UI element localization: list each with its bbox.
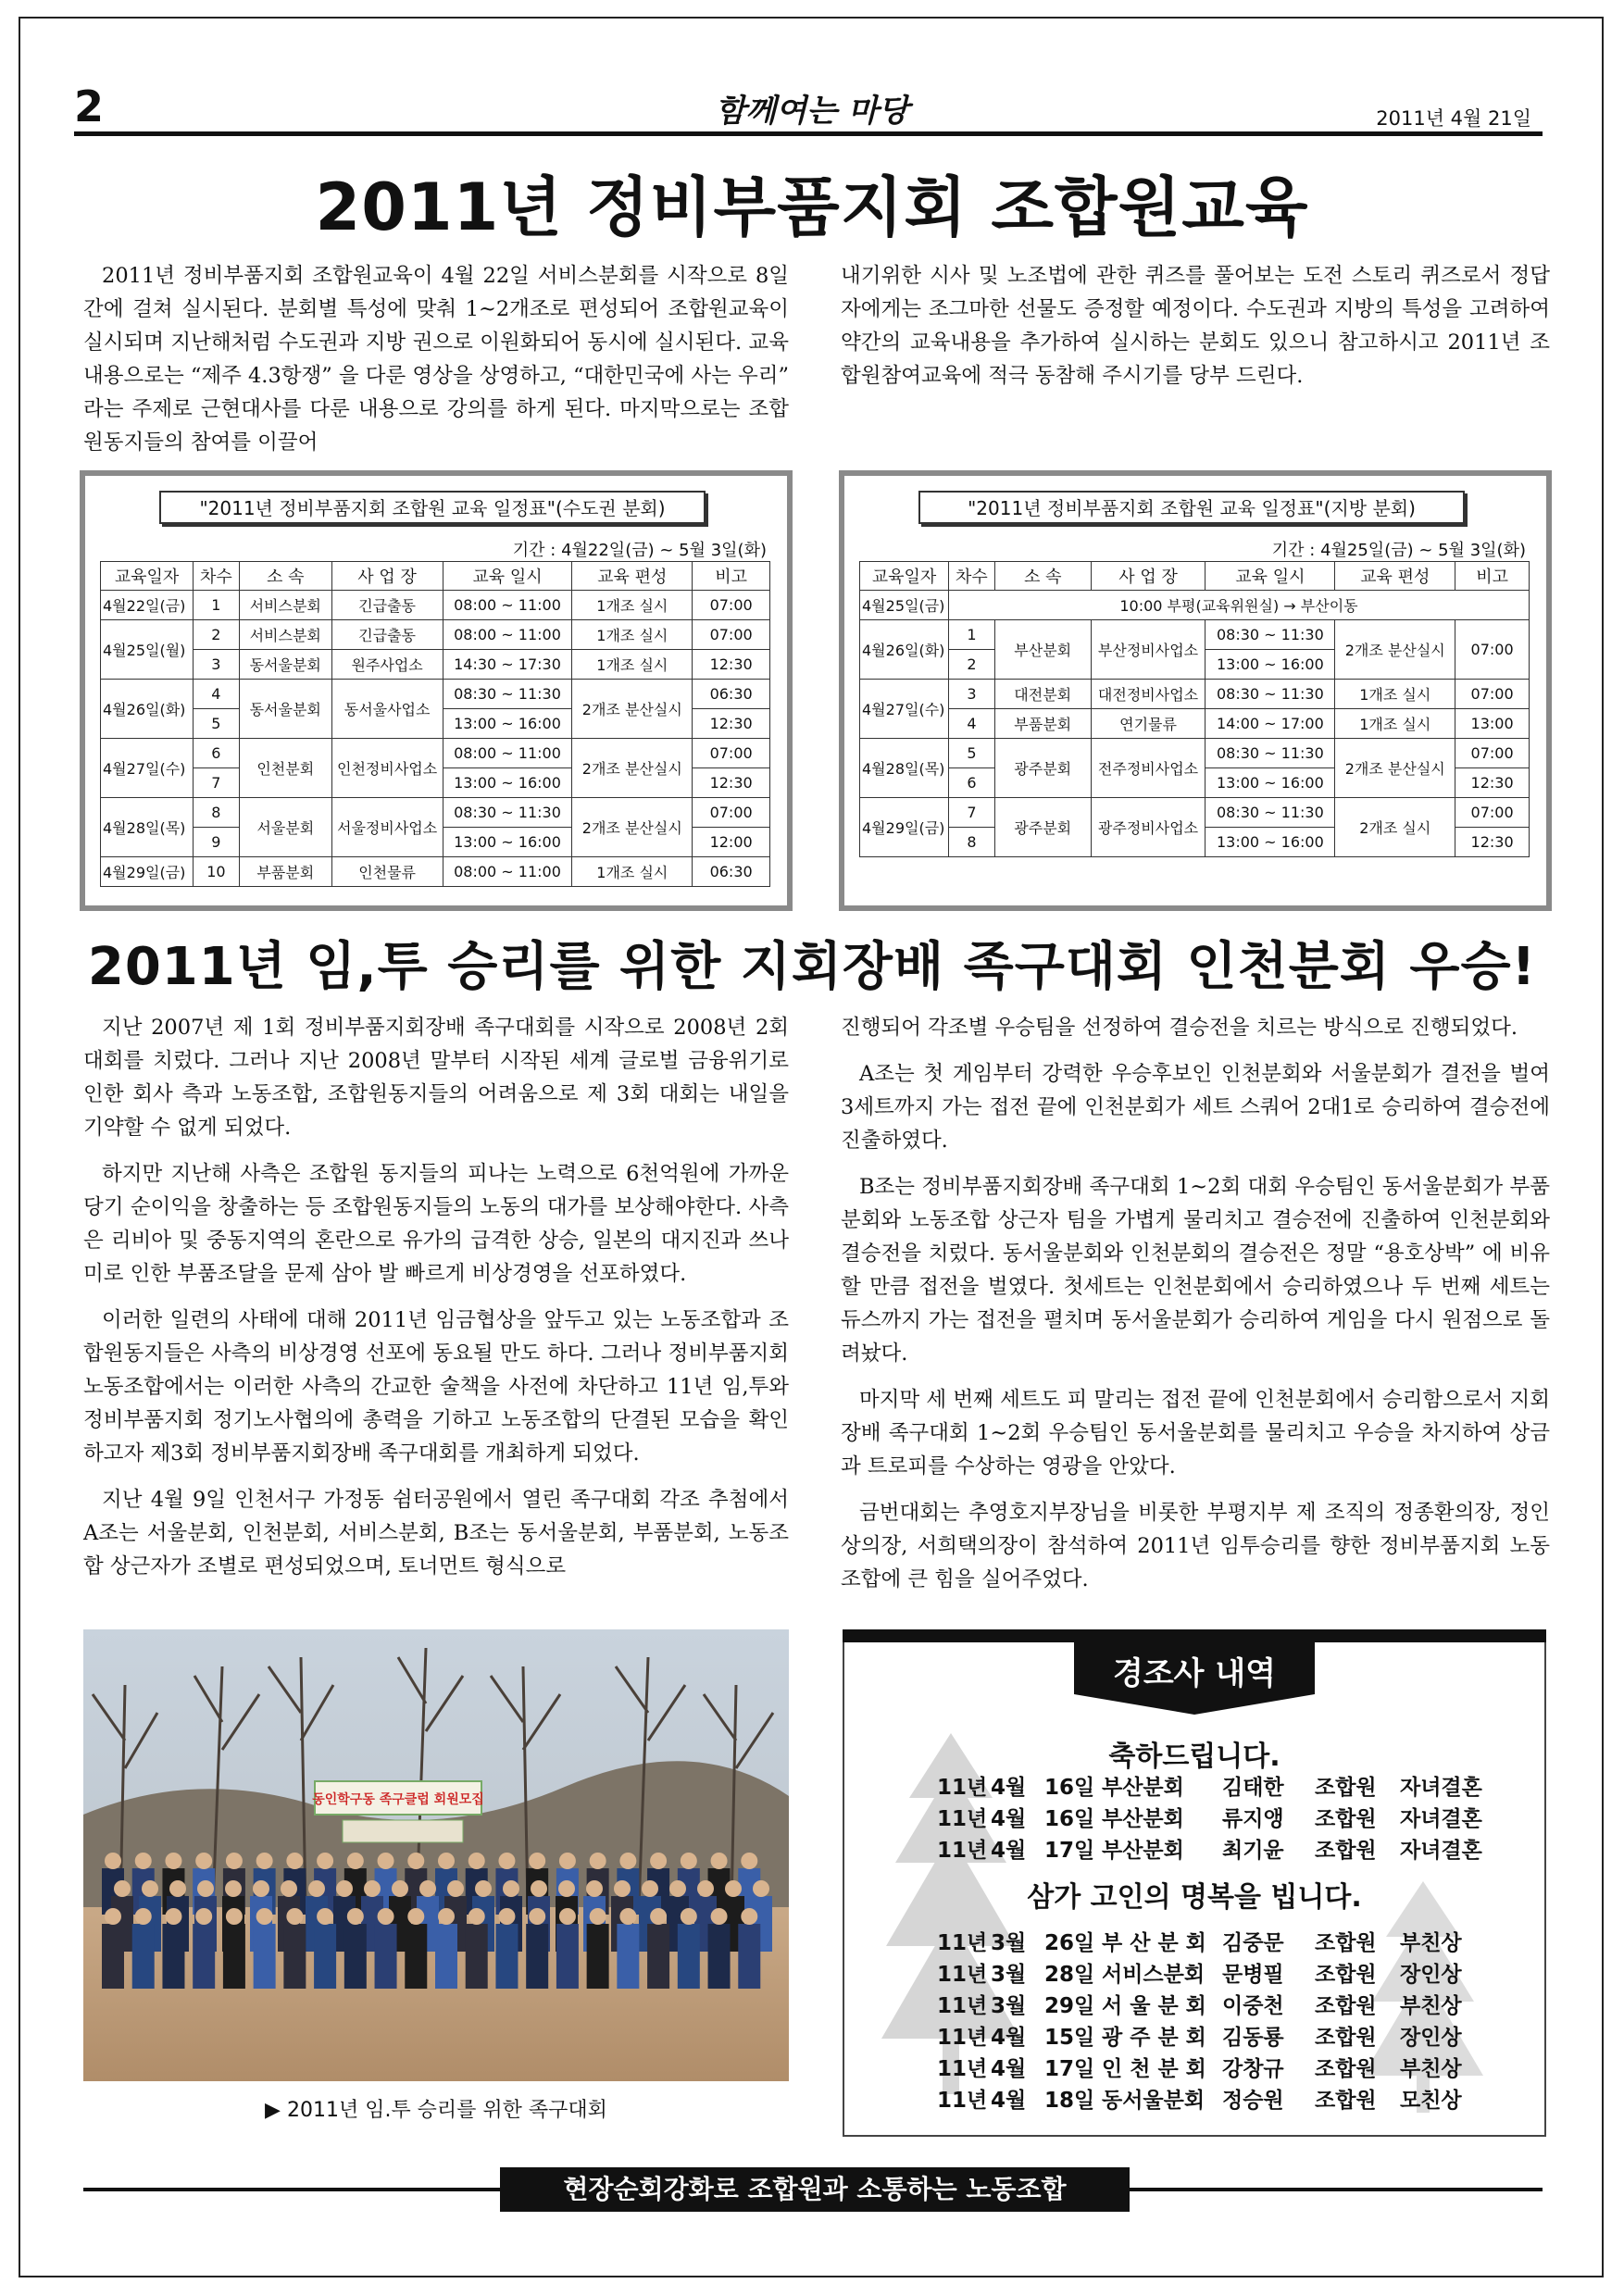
cell-date: 4월28일(목) <box>860 739 949 798</box>
condolence-row <box>937 1928 1462 1959</box>
table-header-cell: 차수 <box>193 562 239 591</box>
cell-note: 06:30 <box>693 680 770 709</box>
condolence-cell: 자녀결혼 <box>1400 1776 1482 1800</box>
condolence-cell: 이중천 <box>1222 1994 1284 2018</box>
table-header-cell: 차수 <box>948 562 994 591</box>
condolence-cell: 조합원 <box>1315 1839 1377 1863</box>
cell-no: 6 <box>193 739 239 768</box>
cell-no: 3 <box>948 680 994 709</box>
cell-form: 1개조 실시 <box>1335 709 1455 739</box>
schedule-regional-table <box>859 561 1530 857</box>
condolences-title: 경조사 내역 <box>1112 1655 1277 1692</box>
article2-col1 <box>83 1011 789 1596</box>
cell-site: 긴급출동 <box>331 620 443 650</box>
condolence-cell: 조합원 <box>1315 1807 1377 1831</box>
condolence-cell: 4월 <box>991 2089 1027 2113</box>
condolence-cell: 부산분회 <box>1102 1776 1184 1800</box>
table-row <box>860 680 1530 709</box>
condolence-row <box>937 1803 1482 1835</box>
article2-para: 하지만 지난해 사측은 조합원 동지들의 피나는 노력으로 6천억원에 가까운 당기 순이익을 창출하는 등 조합원동지들의 노동의 대가를 보상해야한다. 사측은 리비아 및 중동지역의 혼란으로 유가의 급격한 상승, 일본의 대지진과 쓰나미로 인한 부품조달을 문제 삼아 발 빠르게 비상경영을 선포하였다. <box>83 1162 789 1286</box>
table-row <box>101 857 770 887</box>
condolence-cell: 류지앵 <box>1222 1807 1284 1831</box>
condolence-cell: 17일 <box>1044 2057 1095 2081</box>
condolence-cell: 4월 <box>991 1776 1027 1800</box>
cell-branch: 부품분회 <box>239 857 331 887</box>
condolence-cell: 부 산 분 회 <box>1102 1931 1206 1955</box>
condolence-cell: 3월 <box>991 1963 1027 1987</box>
condolence-cell: 11년 <box>937 2057 988 2081</box>
condolence-cell: 17일 <box>1044 1839 1095 1863</box>
cell-travel: 10:00 부평(교육위원실) → 부산이동 <box>948 591 1529 620</box>
cell-no: 1 <box>948 620 994 650</box>
table-row <box>860 709 1530 739</box>
article1-para: 내기위한 시사 및 노조법에 관한 퀴즈를 풀어보는 도전 스토리 퀴즈로서 정답자에게는 조그마한 선물도 증정할 예정이다. 수도권과 지방의 특성을 고려하여 약간의 교육내용을 추가하여 실시하는 분회도 있으니 참고하시고 2011년 조합원참여교육에 적극 동참해 주시기를 당부 드린다. <box>841 264 1550 388</box>
schedule-regional-box <box>839 470 1552 911</box>
cell-no: 6 <box>948 768 994 798</box>
table-row <box>860 591 1530 620</box>
cell-no: 7 <box>193 768 239 798</box>
cell-time: 13:00 ~ 16:00 <box>1206 650 1335 680</box>
cell-time: 14:00 ~ 17:00 <box>1206 709 1335 739</box>
condolence-cell: 4월 <box>991 1839 1027 1863</box>
condolence-cell: 자녀결혼 <box>1400 1839 1482 1863</box>
condolence-cell: 광 주 분 회 <box>1102 2026 1206 2050</box>
cell-note: 12:30 <box>1455 828 1530 857</box>
condolence-cell: 18일 <box>1044 2089 1095 2113</box>
section-title: 함께여는 마당 <box>715 93 909 130</box>
table-row <box>860 620 1530 650</box>
cell-time: 13:00 ~ 16:00 <box>443 828 572 857</box>
cell-site: 원주사업소 <box>331 650 443 680</box>
condolence-cell: 조합원 <box>1315 2026 1377 2050</box>
cell-note: 13:00 <box>1455 709 1530 739</box>
article2-para: 지난 2007년 제 1회 정비부품지회장배 족구대회를 시작으로 2008년 2회 대회를 치렀다. 그러나 지난 2008년 말부터 시작된 세계 글로벌 금융위기로 인한 회사 측과 노동조합, 조합원동지들의 어려움으로 제 3회 대회는 내일을 기약할 수 없게 되었다. <box>83 1016 789 1140</box>
table-header-cell: 소 속 <box>994 562 1091 591</box>
table-row <box>860 739 1530 768</box>
table-row <box>101 620 770 650</box>
condolence-cell: 모친상 <box>1400 2089 1462 2113</box>
photo-banner-text: 동인학구동 족구클럽 회원모집 <box>312 1792 484 1807</box>
schedule-regional-period: 기간 : 4월25일(금) ~ 5월 3일(화) <box>1271 541 1526 560</box>
article2-para: B조는 정비부품지회장배 족구대회 1~2회 대회 우승팀인 동서울분회가 부품분회와 노동조합 상근자 팀을 가볍게 물리치고 결승전에 진출하여 인천분회와 결승전을 치렀다. 동서울분회와 인천분회의 결승전은 정말 “용호상박” 에 비유할 만큼 접전을 벌였다. 첫세트는 인천분회에서 승리하였으나 두 번째 세트는 듀스까지 가는 접전을 펼치며 동서울분회가 승리하여 게임을 다시 원점으로 돌려놨다. <box>841 1175 1550 1366</box>
condolence-cell: 3월 <box>991 1931 1027 1955</box>
cell-form: 2개조 실시 <box>1335 798 1455 857</box>
table-header-cell: 교육 일시 <box>1206 562 1335 591</box>
cell-site: 인천정비사업소 <box>331 739 443 798</box>
cell-branch: 광주분회 <box>994 739 1091 798</box>
cell-no: 8 <box>948 828 994 857</box>
condolence-cell: 4월 <box>991 2057 1027 2081</box>
cell-site: 긴급출동 <box>331 591 443 620</box>
schedule-capital-period: 기간 : 4월22일(금) ~ 5월 3일(화) <box>512 541 767 560</box>
cell-note: 12:30 <box>1455 768 1530 798</box>
cell-site: 동서울사업소 <box>331 680 443 739</box>
condolence-cell: 29일 <box>1044 1994 1095 2018</box>
cell-site: 부산정비사업소 <box>1091 620 1206 680</box>
cell-branch: 대전분회 <box>994 680 1091 709</box>
cell-note: 07:00 <box>1455 620 1530 680</box>
cell-form: 2개조 분산실시 <box>572 680 693 739</box>
article2-title: 2011년 임,투 승리를 위한 지회장배 족구대회 인천분회 우승! <box>87 937 1537 997</box>
cell-time: 08:30 ~ 11:30 <box>1206 680 1335 709</box>
issue-date: 2011년 4월 21일 <box>1376 107 1531 130</box>
article1-col1 <box>83 259 789 472</box>
cell-no: 8 <box>193 798 239 828</box>
condolence-cell: 11년 <box>937 2089 988 2113</box>
table-row <box>101 650 770 680</box>
table-header-cell: 교육 일시 <box>443 562 572 591</box>
cell-time: 08:30 ~ 11:30 <box>1206 798 1335 828</box>
table-header-cell: 비고 <box>693 562 770 591</box>
cell-form: 1개조 실시 <box>572 591 693 620</box>
cell-no: 2 <box>948 650 994 680</box>
condolence-cell: 동서울분회 <box>1102 2089 1206 2113</box>
cell-time: 08:00 ~ 11:00 <box>443 857 572 887</box>
cell-note: 07:00 <box>1455 739 1530 768</box>
cell-note: 12:00 <box>693 828 770 857</box>
cell-time: 13:00 ~ 16:00 <box>1206 828 1335 857</box>
cell-note: 06:30 <box>693 857 770 887</box>
cell-no: 7 <box>948 798 994 828</box>
schedule-capital-box <box>80 470 793 911</box>
article2-para: 지난 4월 9일 인천서구 가정동 쉼터공원에서 열린 족구대회 각조 추첨에서 A조는 서울분회, 인천분회, 서비스분회, B조는 동서울분회, 부품분회, 노동조합 상근자가 조별로 편성되었으며, 토너먼트 형식으로 <box>83 1488 789 1578</box>
cell-note: 07:00 <box>1455 798 1530 828</box>
condolence-cell: 4월 <box>991 1807 1027 1831</box>
cell-form: 1개조 실시 <box>572 620 693 650</box>
cell-site: 전주정비사업소 <box>1091 739 1206 798</box>
cell-date: 4월25일(월) <box>101 620 194 680</box>
cell-time: 13:00 ~ 16:00 <box>1206 768 1335 798</box>
condolence-cell: 부친상 <box>1400 1931 1462 1955</box>
condolence-cell: 11년 <box>937 1963 988 1987</box>
cell-site: 연기물류 <box>1091 709 1206 739</box>
cell-branch: 인천분회 <box>239 739 331 798</box>
mourning-heading: 삼가 고인의 명복을 빕니다. <box>1027 1881 1362 1914</box>
cell-time: 08:30 ~ 11:30 <box>443 680 572 709</box>
cell-no: 2 <box>193 620 239 650</box>
cell-time: 14:30 ~ 17:30 <box>443 650 572 680</box>
condolence-cell: 16일 <box>1044 1776 1095 1800</box>
table-header-cell: 사 업 장 <box>331 562 443 591</box>
table-header-cell: 교육 편성 <box>572 562 693 591</box>
cell-time: 13:00 ~ 16:00 <box>443 709 572 739</box>
cell-branch: 동서울분회 <box>239 680 331 739</box>
condolence-cell: 김동룡 <box>1222 2026 1284 2050</box>
schedule-regional-title: "2011년 정비부품지회 조합원 교육 일정표"(지방 분회) <box>918 491 1465 524</box>
cell-form: 1개조 실시 <box>572 857 693 887</box>
table-header-cell: 비고 <box>1455 562 1530 591</box>
condolence-row <box>937 1990 1462 2022</box>
cell-time: 08:00 ~ 11:00 <box>443 591 572 620</box>
congrats-list <box>937 1772 1482 1866</box>
table-row <box>101 680 770 709</box>
condolence-cell: 조합원 <box>1315 2057 1377 2081</box>
condolence-cell: 3월 <box>991 1994 1027 2018</box>
condolence-cell: 11년 <box>937 2026 988 2050</box>
article1-para: 2011년 정비부품지회 조합원교육이 4월 22일 서비스분회를 시작으로 8일간에 걸쳐 실시된다. 분회별 특성에 맞춰 1~2개조로 편성되어 조합원교육이 실시되며 지난해처럼 수도권과 지방 권으로 이원화되어 동시에 실시된다. 교육내용으로는 “제주 4.3항쟁” 을 다룬 영상을 상영하고, “대한민국에 사는 우리” 라는 주제로 근현대사를 다룬 내용으로 강의를 하게 된다. 마지막으로는 조합원동지들의 참여를 이끌어 <box>83 264 789 455</box>
condolence-cell: 서 울 분 회 <box>1102 1994 1206 2018</box>
condolence-cell: 최기윤 <box>1222 1839 1284 1863</box>
table-header-cell: 교육일자 <box>860 562 949 591</box>
header-rule <box>74 131 1543 136</box>
condolence-cell: 부친상 <box>1400 1994 1462 2018</box>
condolence-cell: 조합원 <box>1315 1963 1377 1987</box>
condolence-cell: 장인상 <box>1400 2026 1462 2050</box>
cell-form: 2개조 분산실시 <box>572 798 693 857</box>
cell-time: 13:00 ~ 16:00 <box>443 768 572 798</box>
article2-para: 이러한 일련의 사태에 대해 2011년 임금협상을 앞두고 있는 노동조합과 조합원동지들은 사측의 비상경영 선포에 동요될 만도 하다. 그러나 정비부품지회 노동조합에서는 이러한 사측의 간교한 술책을 사전에 차단하고 11년 임,투와 정비부품지회 정기노사협의에 총력을 기하고 노동조합의 단결된 모습을 확인하고자 제3회 정비부품지회장배 족구대회를 개최하게 되었다. <box>83 1308 789 1466</box>
cell-date: 4월28일(목) <box>101 798 194 857</box>
condolence-cell: 조합원 <box>1315 1994 1377 2018</box>
cell-branch: 부품분회 <box>994 709 1091 739</box>
condolence-cell: 부산분회 <box>1102 1839 1184 1863</box>
cell-note: 07:00 <box>693 591 770 620</box>
cell-time: 08:00 ~ 11:00 <box>443 739 572 768</box>
cell-time: 08:30 ~ 11:30 <box>1206 739 1335 768</box>
cell-no: 5 <box>193 709 239 739</box>
cell-note: 12:30 <box>693 768 770 798</box>
schedule-capital-table <box>100 561 770 887</box>
table-header-cell: 사 업 장 <box>1091 562 1206 591</box>
condolence-row <box>937 2022 1462 2053</box>
condolence-row <box>937 1772 1482 1803</box>
table-header-cell: 교육 편성 <box>1335 562 1455 591</box>
cell-branch: 광주분회 <box>994 798 1091 857</box>
condolence-cell: 조합원 <box>1315 1776 1377 1800</box>
condolence-cell: 인 천 분 회 <box>1102 2057 1206 2081</box>
cell-form: 2개조 분산실시 <box>1335 620 1455 680</box>
cell-branch: 서울분회 <box>239 798 331 857</box>
cell-time: 08:30 ~ 11:30 <box>1206 620 1335 650</box>
condolence-cell: 부친상 <box>1400 2057 1462 2081</box>
article2-para: 금번대회는 추영호지부장님을 비롯한 부평지부 제 조직의 정종환의장, 정인상의장, 서희택의장이 참석하여 2011년 임투승리를 향한 정비부품지회 노동조합에 큰 힘을 실어주었다. <box>841 1501 1550 1591</box>
cell-date: 4월25일(금) <box>860 591 949 620</box>
cell-branch: 동서울분회 <box>239 650 331 680</box>
article1-col2 <box>841 259 1550 406</box>
article2-para: 진행되어 각조별 우승팀을 선정하여 결승전을 치르는 방식으로 진행되었다. <box>841 1016 1518 1040</box>
group-photo-illustration <box>83 1629 789 2081</box>
table-row <box>101 739 770 768</box>
footer-slogan: 현장순회강화로 조합원과 소통하는 노동조합 <box>500 2167 1130 2212</box>
condolence-cell: 26일 <box>1044 1931 1095 1955</box>
cell-branch: 서비스분회 <box>239 620 331 650</box>
condolence-row <box>937 1835 1482 1866</box>
article2-col2 <box>841 1011 1550 1609</box>
condolence-cell: 4월 <box>991 2026 1027 2050</box>
cell-form: 1개조 실시 <box>572 650 693 680</box>
cell-note: 07:00 <box>1455 680 1530 709</box>
cell-note: 12:30 <box>693 709 770 739</box>
cell-no: 9 <box>193 828 239 857</box>
cell-branch: 부산분회 <box>994 620 1091 680</box>
cell-note: 12:30 <box>693 650 770 680</box>
page-number: 2 <box>74 81 105 131</box>
cell-no: 5 <box>948 739 994 768</box>
cell-form: 2개조 분산실시 <box>1335 739 1455 798</box>
cell-date: 4월29일(금) <box>860 798 949 857</box>
cell-date: 4월26일(화) <box>860 620 949 680</box>
cell-form: 2개조 분산실시 <box>572 739 693 798</box>
condolence-cell: 김태한 <box>1222 1776 1284 1800</box>
cell-date: 4월26일(화) <box>101 680 194 739</box>
condolence-cell: 서비스분회 <box>1102 1963 1206 1987</box>
condolence-cell: 11년 <box>937 1776 988 1800</box>
condolence-row <box>937 2085 1462 2116</box>
condolence-cell: 11년 <box>937 1994 988 2018</box>
condolence-cell: 정승원 <box>1222 2089 1284 2113</box>
cell-time: 08:00 ~ 11:00 <box>443 620 572 650</box>
cell-date: 4월29일(금) <box>101 857 194 887</box>
cell-date: 4월27일(수) <box>101 739 194 798</box>
cell-site: 인천물류 <box>331 857 443 887</box>
table-header-cell: 교육일자 <box>101 562 194 591</box>
condolence-cell: 부산분회 <box>1102 1807 1184 1831</box>
article2-para: A조는 첫 게임부터 강력한 우승후보인 인천분회와 서울분회가 결전을 벌여 3세트까지 가는 접전 끝에 인천분회가 세트 스쿼어 2대1로 승리하여 결승전에 진출하였다. <box>841 1062 1550 1153</box>
condolence-cell: 강창규 <box>1222 2057 1284 2081</box>
cell-no: 1 <box>193 591 239 620</box>
cell-form: 1개조 실시 <box>1335 680 1455 709</box>
table-row <box>101 798 770 828</box>
condolence-cell: 11년 <box>937 1807 988 1831</box>
condolence-cell: 조합원 <box>1315 1931 1377 1955</box>
condolence-cell: 조합원 <box>1315 2089 1377 2113</box>
condolence-cell: 16일 <box>1044 1807 1095 1831</box>
cell-date: 4월27일(수) <box>860 680 949 739</box>
cell-no: 4 <box>193 680 239 709</box>
table-row <box>101 591 770 620</box>
condolence-cell: 문병필 <box>1222 1963 1284 1987</box>
condolence-cell: 15일 <box>1044 2026 1095 2050</box>
condolence-cell: 자녀결혼 <box>1400 1807 1482 1831</box>
condolence-row <box>937 2053 1462 2085</box>
condolence-cell: 28일 <box>1044 1963 1095 1987</box>
condolence-cell: 김중문 <box>1222 1931 1284 1955</box>
table-header-cell: 소 속 <box>239 562 331 591</box>
cell-note: 07:00 <box>693 620 770 650</box>
schedule-capital-title: "2011년 정비부품지회 조합원 교육 일정표"(수도권 분회) <box>159 491 706 524</box>
congrats-heading: 축하드립니다. <box>1108 1741 1280 1773</box>
cell-date: 4월22일(금) <box>101 591 194 620</box>
condolence-cell: 장인상 <box>1400 1963 1462 1987</box>
article1-title: 2011년 정비부품지회 조합원교육 <box>315 169 1309 245</box>
tournament-photo <box>83 1629 789 2081</box>
condolence-cell: 11년 <box>937 1931 988 1955</box>
cell-site: 서울정비사업소 <box>331 798 443 857</box>
cell-site: 대전정비사업소 <box>1091 680 1206 709</box>
cell-no: 4 <box>948 709 994 739</box>
cell-branch: 서비스분회 <box>239 591 331 620</box>
condolence-row <box>937 1959 1462 1990</box>
cell-no: 3 <box>193 650 239 680</box>
condolence-cell: 11년 <box>937 1839 988 1863</box>
cell-no: 10 <box>193 857 239 887</box>
table-row <box>860 798 1530 828</box>
photo-caption: ▶ 2011년 임.투 승리를 위한 족구대회 <box>265 2099 607 2122</box>
mourning-list <box>937 1928 1462 2116</box>
cell-note: 07:00 <box>693 739 770 768</box>
cell-site: 광주정비사업소 <box>1091 798 1206 857</box>
condolences-box <box>843 1629 1546 2137</box>
cell-time: 08:30 ~ 11:30 <box>443 798 572 828</box>
cell-note: 07:00 <box>693 798 770 828</box>
article2-para: 마지막 세 번째 세트도 피 말리는 접전 끝에 인천분회에서 승리함으로서 지회장배 족구대회 1~2회 우승팀인 동서울분회를 물리치고 우승을 차지하여 상금과 트로피를 수상하는 영광을 안았다. <box>841 1388 1550 1479</box>
